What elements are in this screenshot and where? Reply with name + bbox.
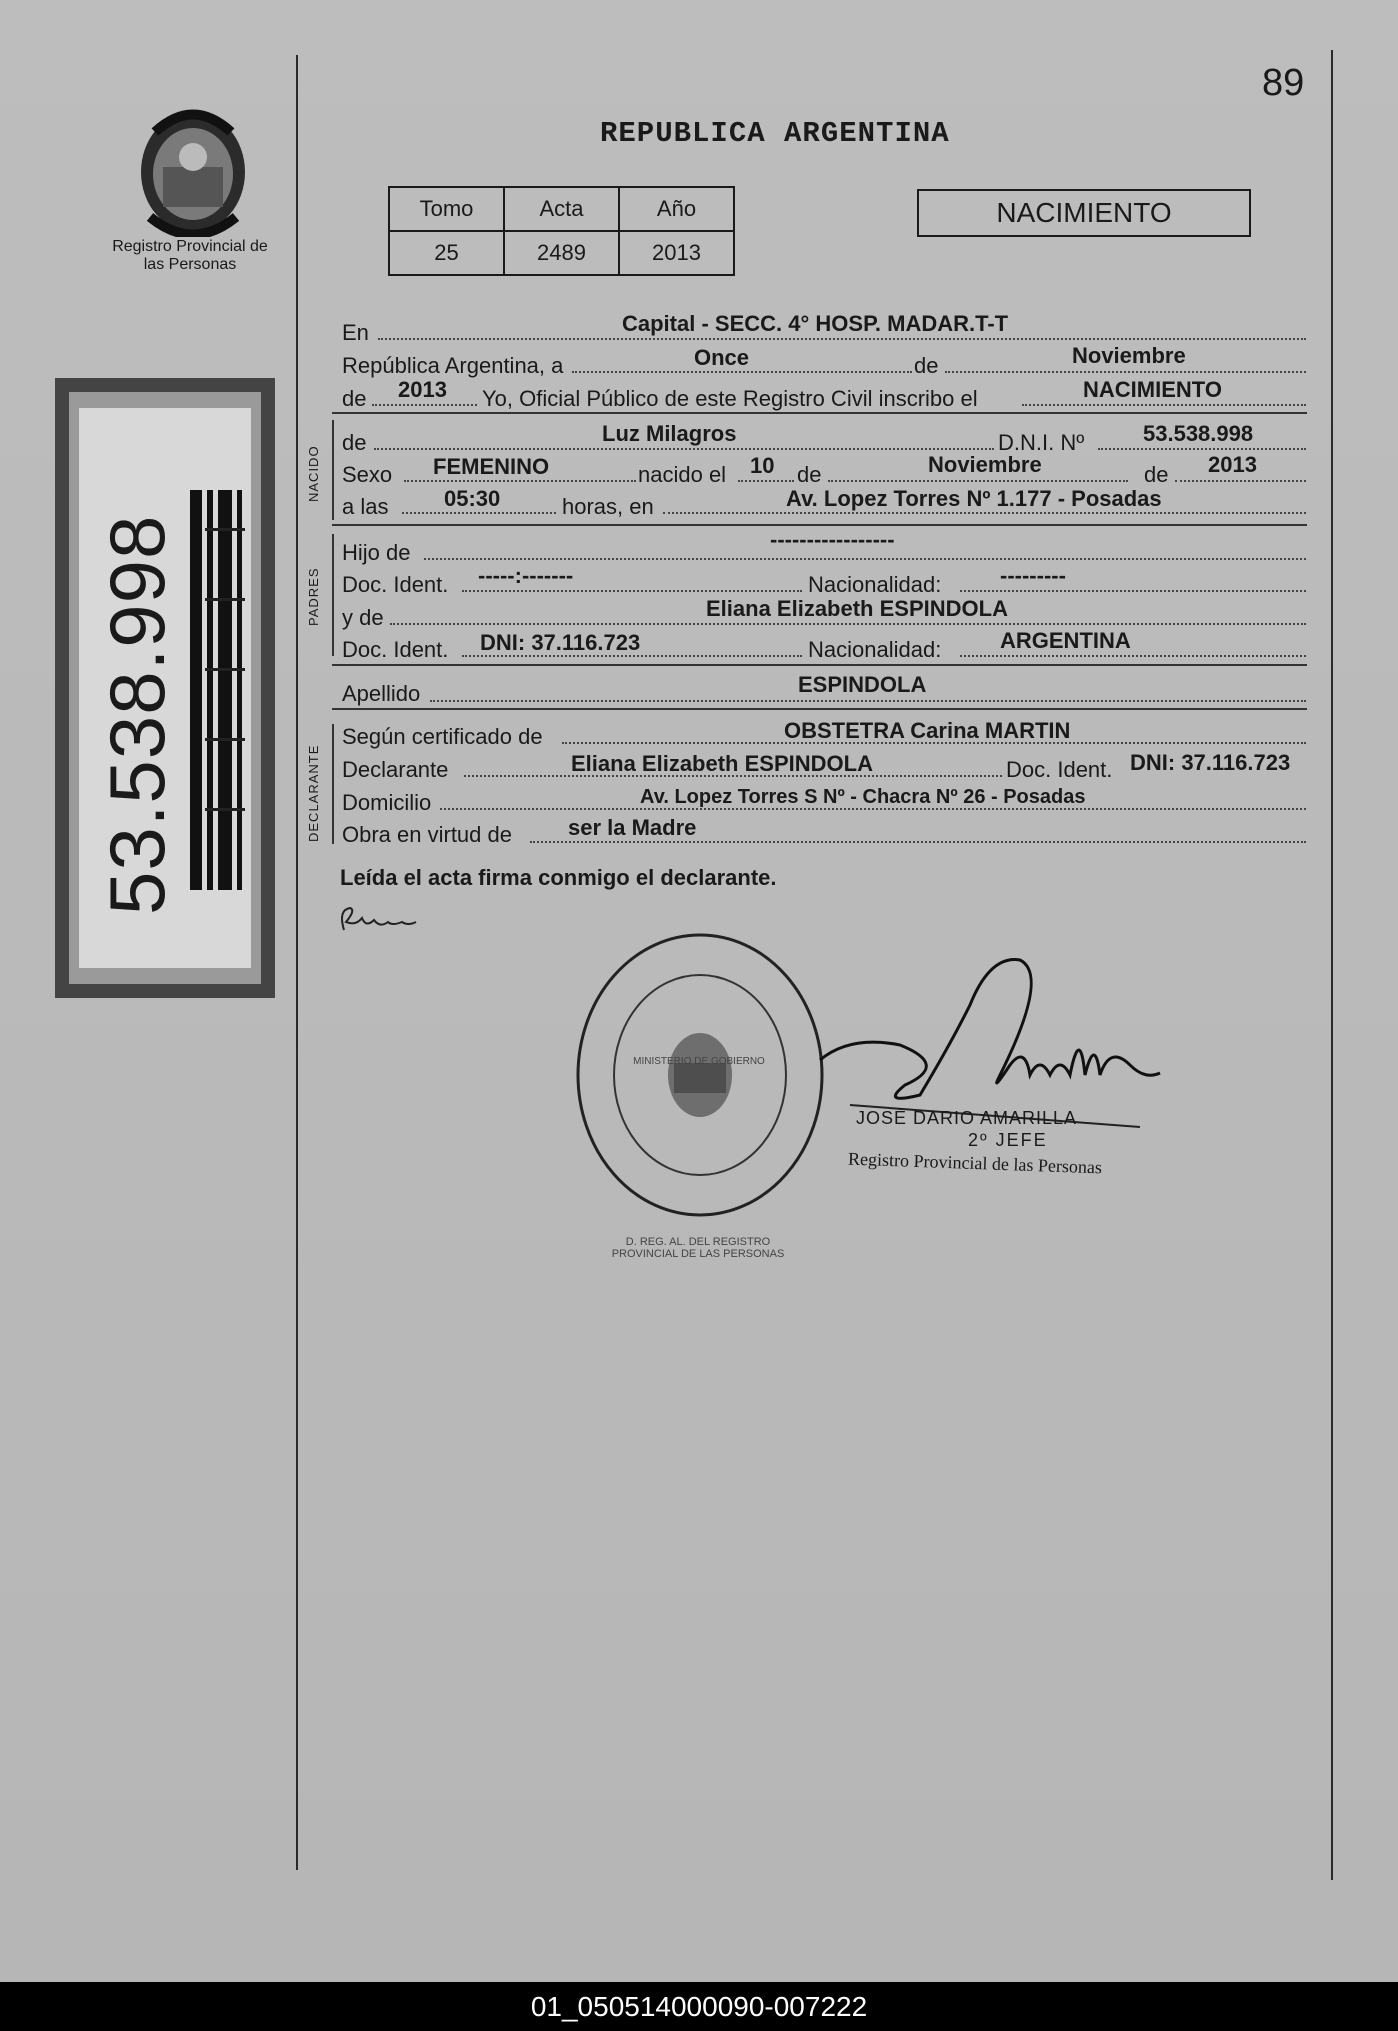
value-mes: Noviembre <box>1072 343 1186 368</box>
value-apellido: ESPINDOLA <box>798 672 927 697</box>
dotted-line <box>1175 480 1306 482</box>
left-margin-line <box>296 55 298 1870</box>
section-label-padres: PADRES <box>306 567 321 626</box>
label-domicilio: Domicilio <box>342 790 432 815</box>
section-bar-declarante <box>332 724 334 844</box>
label-apellido: Apellido <box>342 681 421 706</box>
right-margin-line <box>1331 50 1333 1880</box>
dotted-line <box>404 480 636 482</box>
table-header-row <box>389 187 734 231</box>
dotted-line <box>828 480 1128 482</box>
closing-statement: Leída el acta firma conmigo el declarante. <box>340 865 777 890</box>
label-dni: D.N.I. Nº <box>998 430 1085 455</box>
dotted-line <box>1022 404 1306 406</box>
value-tomo: 25 <box>389 231 504 275</box>
file-id-footer: 01_050514000090-007222 <box>0 1982 1398 2031</box>
value-lugar: Capital - SECC. 4° HOSP. MADAR.T-T <box>622 311 1009 336</box>
label-declarante: Declarante <box>342 757 449 782</box>
label-doc-ident3: Doc. Ident. <box>1006 757 1113 782</box>
record-type-box: NACIMIENTO <box>917 189 1251 237</box>
page-number: 89 <box>1262 62 1305 104</box>
value-nombre: Luz Milagros <box>602 421 737 446</box>
label-republica: República Argentina, a <box>342 353 564 378</box>
label-nacionalidad1: Nacionalidad: <box>808 572 942 597</box>
section-bar-padres <box>332 534 334 656</box>
label-de-mes: de <box>914 353 939 378</box>
value-acta: 2489 <box>504 231 619 275</box>
official-stamp-icon <box>570 925 830 1225</box>
section-divider <box>332 664 1307 666</box>
value-en-virtud: ser la Madre <box>568 815 697 840</box>
dotted-line <box>960 655 1306 657</box>
value-certificado: OBSTETRA Carina MARTIN <box>784 718 1071 743</box>
value-domicilio: Av. Lopez Torres S Nº - Chacra Nº 26 - Posadas <box>640 786 1086 808</box>
label-de-anio2: de <box>1144 462 1169 487</box>
value-anio-nac: 2013 <box>1208 452 1257 477</box>
dotted-line <box>374 448 994 450</box>
dotted-line <box>572 371 912 373</box>
value-dni: 53.538.998 <box>1143 421 1254 446</box>
value-anio: 2013 <box>619 231 734 275</box>
value-madre-nac: ARGENTINA <box>1000 628 1131 653</box>
value-madre: Eliana Elizabeth ESPINDOLA <box>706 596 1008 621</box>
section-divider <box>332 524 1307 526</box>
value-declarante-doc: DNI: 37.116.723 <box>1130 750 1291 775</box>
dotted-line <box>402 512 556 514</box>
province-seal-icon <box>135 102 265 237</box>
section-label-nacido: NACIDO <box>306 445 321 502</box>
value-padre: ----------------- <box>770 527 895 552</box>
dotted-line <box>945 371 1306 373</box>
label-nacido-el: nacido el <box>638 462 727 487</box>
value-dia-letras: Once <box>694 345 750 370</box>
stamp-inner-text: MINISTERIO DE GOBIERNO <box>633 1056 765 1067</box>
dotted-line <box>663 512 1306 514</box>
dotted-line <box>372 404 477 406</box>
label-de-mes2: de <box>797 462 822 487</box>
barcode-number: 53.538.998 <box>93 514 181 915</box>
section-label-declarante: DECLARANTE <box>306 744 321 842</box>
section-divider <box>332 412 1307 414</box>
label-a-las: a las <box>342 494 389 519</box>
label-nacionalidad2: Nacionalidad: <box>808 637 942 662</box>
dotted-line <box>960 590 1306 592</box>
dotted-line <box>1098 448 1306 450</box>
label-doc-ident2: Doc. Ident. <box>342 637 449 662</box>
value-dia-nac: 10 <box>750 453 775 478</box>
label-horas-en: horas, en <box>562 494 654 519</box>
label-sexo: Sexo <box>342 462 393 487</box>
dotted-line <box>390 623 1306 625</box>
label-en: En <box>342 320 369 345</box>
value-padre-nac: --------- <box>1000 563 1066 588</box>
value-sexo: FEMENINO <box>433 454 550 479</box>
registry-table <box>388 186 735 276</box>
section-divider <box>332 708 1307 710</box>
label-de-nombre: de <box>342 430 367 455</box>
value-hora: 05:30 <box>444 486 501 511</box>
table-row <box>389 231 734 275</box>
signatory-office: Registro Provincial de las Personas <box>847 1148 1103 1178</box>
label-obra-en-virtud: Obra en virtud de <box>342 822 512 847</box>
document-title: REPUBLICA ARGENTINA <box>600 117 950 150</box>
section-bar-nacido <box>332 420 334 520</box>
value-madre-doc: DNI: 37.116.723 <box>480 630 641 655</box>
logo-caption: Registro Provincial de las Personas <box>112 238 268 273</box>
label-segun-certificado: Según certificado de <box>342 724 543 749</box>
value-lugar-nac: Av. Lopez Torres Nº 1.177 - Posadas <box>786 486 1162 511</box>
dotted-line <box>430 700 1306 702</box>
label-yo-oficial: Yo, Oficial Público de este Registro Civil inscribo el <box>482 386 978 411</box>
value-mes-nac: Noviembre <box>928 452 1042 477</box>
header-tomo: Tomo <box>389 187 504 231</box>
label-hijo-de: Hijo de <box>342 540 411 565</box>
dotted-line <box>378 338 1306 340</box>
label-doc-ident1: Doc. Ident. <box>342 572 449 597</box>
declarant-signature-icon <box>336 900 446 940</box>
dotted-line <box>424 558 1306 560</box>
dotted-line <box>462 590 802 592</box>
stamp-ring-text: D. REG. AL. DEL REGISTRO PROVINCIAL DE LAS PERSONAS <box>611 1236 785 1260</box>
label-de-anio: de <box>342 386 367 411</box>
label-y-de: y de <box>342 605 384 630</box>
signatory-name: JOSÉ DARIO AMARILLA <box>856 1108 1078 1128</box>
value-declarante: Eliana Elizabeth ESPINDOLA <box>571 751 873 776</box>
dotted-line <box>530 841 1306 843</box>
signatory-role: 2º JEFE <box>968 1130 1048 1150</box>
dotted-line <box>738 480 794 482</box>
value-padre-doc: -----:------- <box>478 563 574 588</box>
value-anio: 2013 <box>398 377 447 402</box>
header-anio: Año <box>619 187 734 231</box>
header-acta: Acta <box>504 187 619 231</box>
value-acto: NACIMIENTO <box>1083 377 1222 402</box>
